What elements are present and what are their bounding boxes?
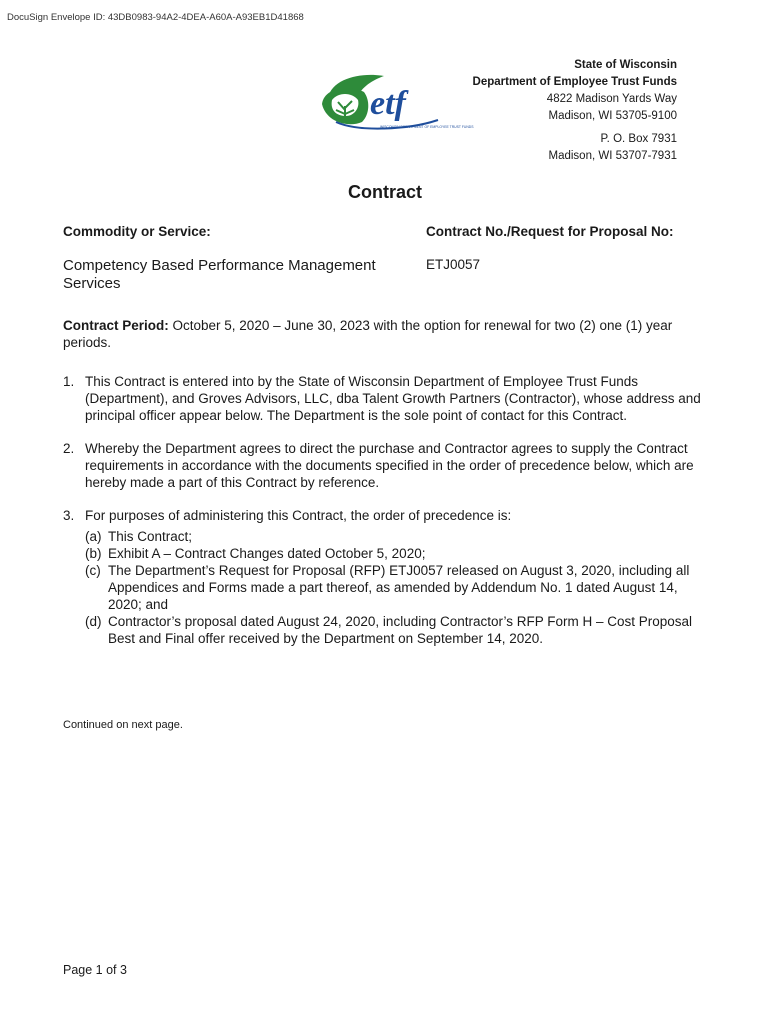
precedence-letter: (c) bbox=[85, 563, 101, 578]
clause-text: Whereby the Department agrees to direct the purchase and Contractor agrees to supply the Contract requirements in accordance with the documents specified in the order of precedence below, which are hereby made a part of this Contract by reference. bbox=[85, 441, 694, 490]
precedence-text: Contractor’s proposal dated August 24, 2020, including Contractor’s RFP Form H – Cost Proposal Best and Final offer received by the Department on September 14, 2020. bbox=[108, 614, 693, 646]
clause-3 bbox=[63, 507, 703, 647]
clause-2 bbox=[63, 440, 703, 491]
precedence-text: Exhibit A – Contract Changes dated October 5, 2020; bbox=[108, 546, 426, 561]
continued-note: Continued on next page. bbox=[63, 719, 183, 731]
contract-no-label: Contract No./Request for Proposal No: bbox=[426, 224, 674, 239]
agency-state: State of Wisconsin bbox=[574, 59, 677, 71]
clause-number: 1. bbox=[63, 374, 75, 389]
precedence-text: The Department’s Request for Proposal (RFP) ETJ0057 released on August 3, 2020, including all Appendices and Forms made a part thereof, as amended by Addendum No. 1 dated August 14, 2020; and bbox=[108, 563, 690, 612]
clause-number: 2. bbox=[63, 441, 75, 456]
commodity-value: Competency Based Performance Management Services bbox=[63, 257, 376, 292]
page-number: Page 1 of 3 bbox=[63, 963, 127, 977]
contract-clauses bbox=[63, 373, 703, 663]
docusign-envelope-id: DocuSign Envelope ID: 43DB0983-94A2-4DEA-A60A-A93EB1D41868 bbox=[7, 12, 304, 23]
clause-text: This Contract is entered into by the State of Wisconsin Department of Employee Trust Funds (Department), and Groves Advisors, LLC, dba Talent Growth Partners (Contractor), whose address and principal officer appear below. The Department is the sole point of contact for this Contract. bbox=[85, 374, 701, 423]
precedence-list bbox=[85, 528, 703, 647]
agency-po-city: Madison, WI 53707-7931 bbox=[548, 150, 677, 162]
precedence-letter: (a) bbox=[85, 529, 102, 544]
document-title: Contract bbox=[347, 182, 422, 202]
svg-text:WISCONSIN DEPARTMENT OF EMPLOY: WISCONSIN DEPARTMENT OF EMPLOYEE TRUST FUNDS bbox=[380, 125, 474, 129]
agency-address-block bbox=[377, 57, 677, 165]
agency-city: Madison, WI 53705-9100 bbox=[548, 110, 677, 122]
precedence-item bbox=[85, 613, 703, 647]
clause-text: For purposes of administering this Contract, the order of precedence is: bbox=[85, 508, 512, 523]
precedence-item bbox=[85, 562, 703, 613]
precedence-item bbox=[85, 528, 703, 545]
commodity-label: Commodity or Service: bbox=[63, 224, 211, 239]
contract-period bbox=[63, 317, 703, 351]
precedence-text: This Contract; bbox=[108, 529, 193, 544]
contract-period-text: October 5, 2020 – June 30, 2023 with the option for renewal for two (2) one (1) year periods. bbox=[63, 318, 673, 350]
contract-no-value: ETJ0057 bbox=[426, 257, 481, 272]
clause-1 bbox=[63, 373, 703, 424]
precedence-letter: (b) bbox=[85, 546, 102, 561]
clause-3-body bbox=[85, 507, 703, 647]
precedence-item bbox=[85, 545, 703, 562]
agency-department: Department of Employee Trust Funds bbox=[472, 76, 677, 88]
svg-text:etf: etf bbox=[370, 85, 406, 122]
agency-po-box: P. O. Box 7931 bbox=[600, 133, 677, 145]
precedence-letter: (d) bbox=[85, 614, 102, 629]
contract-period-label: Contract Period: bbox=[63, 318, 169, 333]
agency-street: 4822 Madison Yards Way bbox=[546, 93, 677, 105]
clause-number: 3. bbox=[63, 508, 75, 523]
